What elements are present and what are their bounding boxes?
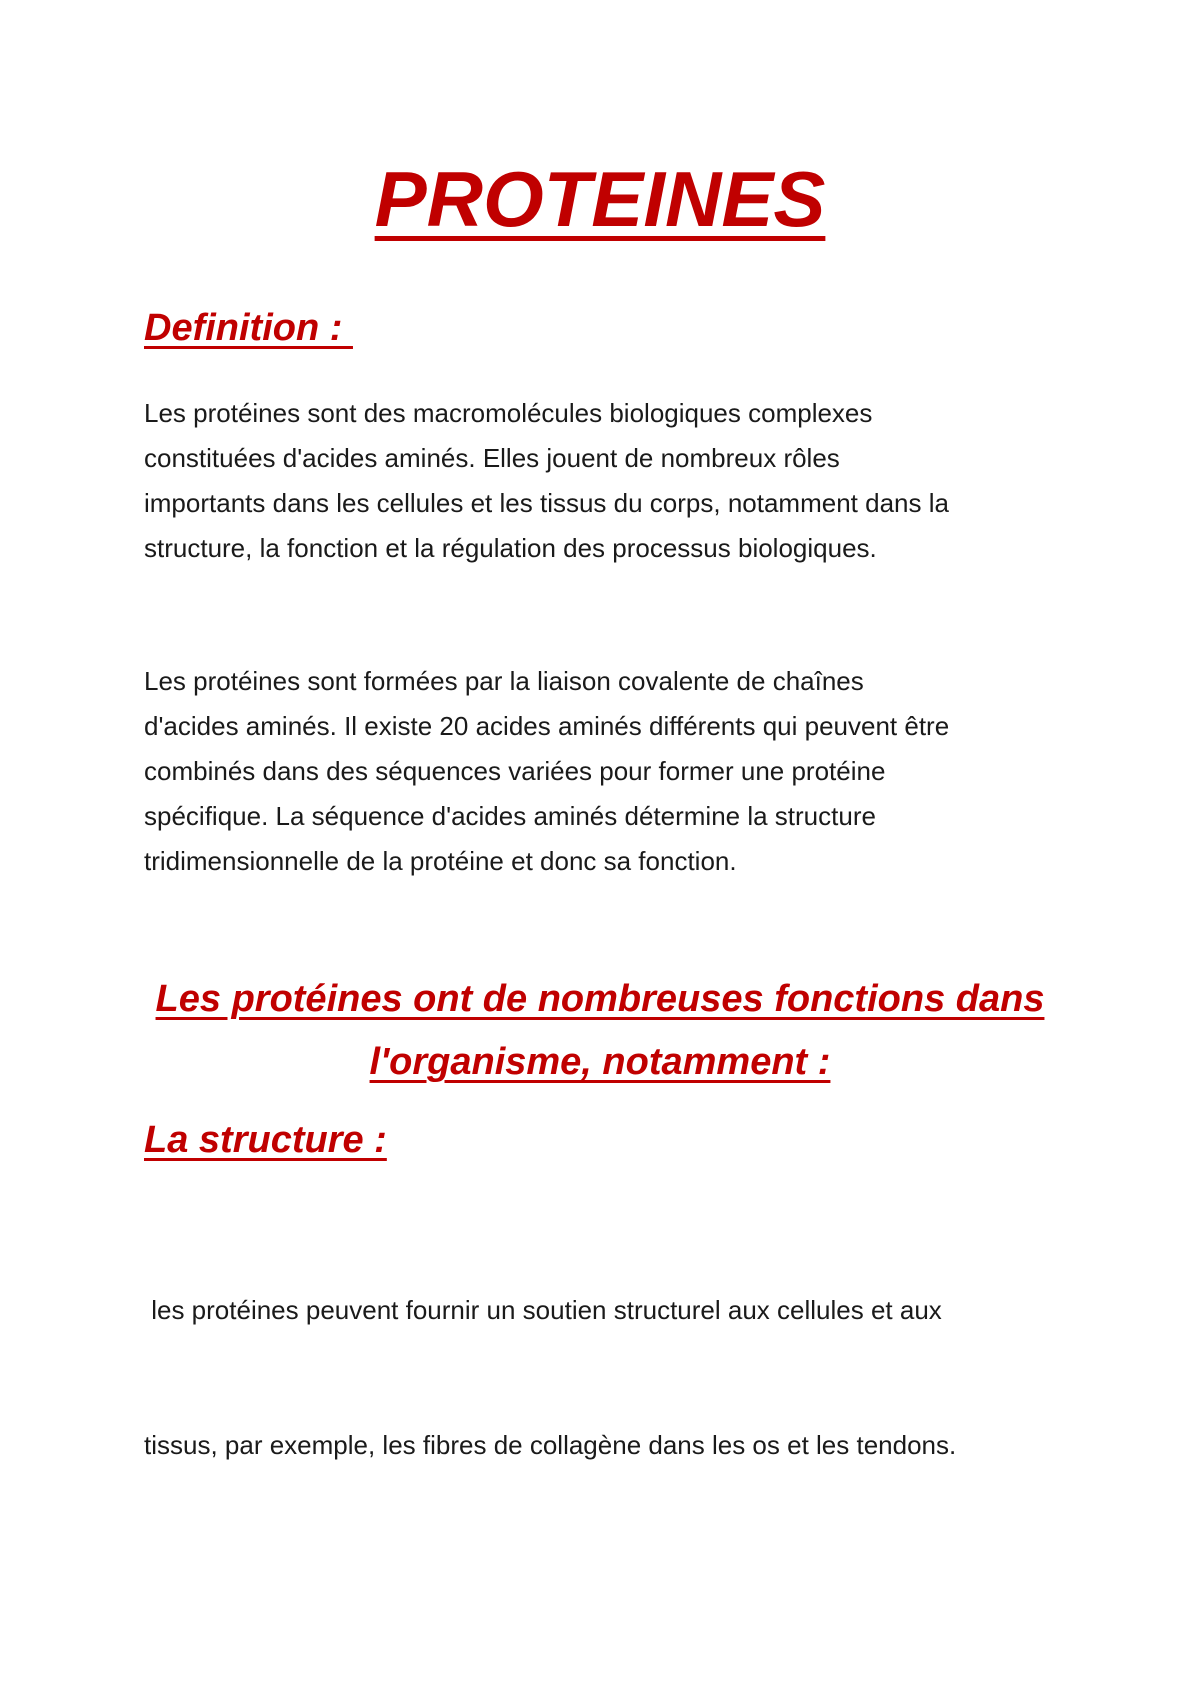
paragraph-line: les protéines peuvent fournir un soutien structurel aux cellules et aux bbox=[144, 1295, 942, 1325]
structure-paragraph bbox=[144, 1198, 1074, 1558]
paragraph-line: spécifique. La séquence d'acides aminés détermine la structure bbox=[144, 801, 876, 831]
functions-heading bbox=[100, 968, 1100, 1094]
functions-heading-line: l'organisme, notamment : bbox=[369, 1041, 831, 1083]
structure-heading: La structure : bbox=[144, 1119, 387, 1161]
paragraph-line: Les protéines sont formées par la liaison covalente de chaînes bbox=[144, 666, 864, 696]
formation-paragraph bbox=[144, 659, 1074, 884]
paragraph-line: constituées d'acides aminés. Elles jouent de nombreux rôles bbox=[144, 443, 840, 473]
paragraph-line: tissus, par exemple, les fibres de collagène dans les os et les tendons. bbox=[144, 1430, 957, 1460]
paragraph-line: tridimensionnelle de la protéine et donc sa fonction. bbox=[144, 846, 737, 876]
functions-heading-line: Les protéines ont de nombreuses fonctions dans bbox=[155, 978, 1045, 1020]
document-title: PROTEINES bbox=[374, 155, 826, 243]
paragraph-line: Les protéines sont des macromolécules biologiques complexes bbox=[144, 398, 873, 428]
paragraph-line: structure, la fonction et la régulation des processus biologiques. bbox=[144, 533, 877, 563]
definition-heading: Definition : bbox=[144, 307, 353, 349]
definition-paragraph bbox=[144, 391, 1074, 571]
paragraph-line: combinés dans des séquences variées pour former une protéine bbox=[144, 756, 886, 786]
paragraph-line: importants dans les cellules et les tissus du corps, notamment dans la bbox=[144, 488, 949, 518]
paragraph-line: d'acides aminés. Il existe 20 acides aminés différents qui peuvent être bbox=[144, 711, 950, 741]
